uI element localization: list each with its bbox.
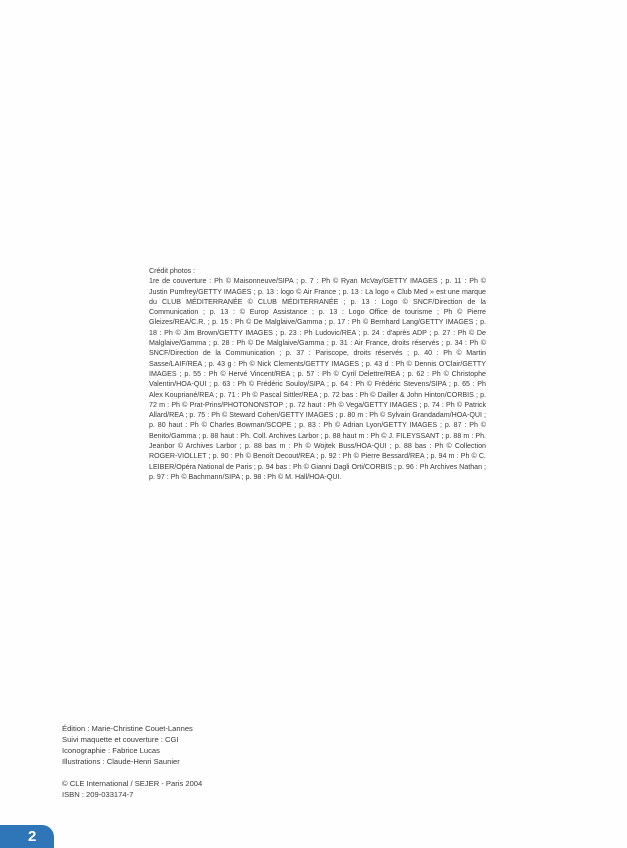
page-number: 2 [28,828,37,845]
copyright-line: © CLE International / SEJER - Paris 2004 [62,779,203,789]
edition-line: Édition : Marie-Christine Couet-Lannes [62,724,193,733]
imprint-spacer [62,767,322,778]
iconography-line: Iconographie : Fabrice Lucas [62,746,160,756]
photo-credits [149,266,486,482]
isbn-line: ISBN : 209-033174-7 [62,790,134,800]
illustrations-line: Illustrations : Claude-Henri Saunier [62,757,180,767]
photo-credits-title: Crédit photos : [149,267,196,275]
imprint-block [62,723,322,801]
photo-credits-body: 1re de couverture : Ph © Maisonneuve/SIPA ; p. 7 : Ph © Ryan McVay/GETTY IMAGES ; p. 11 : Ph © Justin Pumfrey/GETTY IMAGES ; p. 13 : logo © Air France ; p. 13 : La logo « Club Med » est une marque du CLUB MÉDITERRANÉE © CLUB MÉDITERRANÉE ; p. 13 : Logo © SNCF/Direction de la Communication ; p. 13 : © Europ Assistance ; p. 13 : Logo Office de tourisme ; Ph © Pierre Gleizes/REA/C.R. ; p. 15 : Ph © De Malglaive/Gamma ; p. 17 : Ph © Bernhard Lang/GETTY IMAGES ; p. 18 : Ph © Jim Brown/GETTY IMAGES ; p. 23 : Ph Ludovic/REA ; p. 24 : d'après ADP ; p. 27 : Ph © De Malglaive/Gamma ; p. 28 : Ph © De Malglaive/Gamma ; p. 31 : Air France, droits réservés ; p. 34 : Ph © SNCF/Direction de la Communication ; p. 37 : Pariscope, droits réservés ; p. 40 : Ph © Martin Sasse/LAIF/REA ; p. 43 g : Ph © Nick Clements/GETTY IMAGES ; p. 43 d : Ph © Dennis O'Clair/GETTY IMAGES ; p. 55 : Ph © Hervé Vincent/REA ; p. 57 : Ph © Cyril Delettre/REA ; p. 62 : Ph © Christophe Valentin/HOA-QUI ; p. 63 : Ph © Frédéric Souloy/SIPA ; p. 64 : Ph © Frédéric Stevens/SIPA ; p. 65 : Ph Alex Koupriané/REA ; p. 71 : Ph © Pascal Sittler/REA ; p. 72 bas : Ph © Dailler & John Hinton/CORBIS ; p. 72 m : Ph © Prat-Prins/PHOTONONSTOP ; p. 72 haut : Ph © Vega/GETTY IMAGES ; p. 74 : Ph © Patrick Allard/REA ; p. 75 : Ph © Steward Cohen/GETTY IMAGES ; p. 80 m : Ph © Sylvain Grandadam/HOA-QUI ; p. 80 haut : Ph © Charles Bowman/SCOPE ; p. 83 : Ph © Adrian Lyon/GETTY IMAGES ; p. 87 : Ph © Benito/Gamma ; p. 88 haut : Ph. Coll. Archives Larbor ; p. 88 haut m : Ph © J. FILEYSSANT ; p. 88 m : Ph. Jeanbor © Archives Larbor ; p. 88 bas m : Ph © Wojtek Buss/HOA-QUI ; p. 88 bas : Ph © Collection ROGER-VIOLLET ; p. 90 : Ph © Benoît Decout/REA ; p. 92 : Ph © Pierre Bessard/REA ; p. 94 m : Ph © C. LEIBER/Opéra National de Paris ; p. 94 bas : Ph © Gianni Dagli Orti/CORBIS ; p. 96 : Ph Archives Nathan ; p. 97 : Ph © Bachmann/SIPA ; p. 98 : Ph © M. Hall/HOA-QUI. [149,277,486,481]
page-number-badge [0,825,54,848]
design-line: Suivi maquette et couverture : CGI [62,735,179,745]
